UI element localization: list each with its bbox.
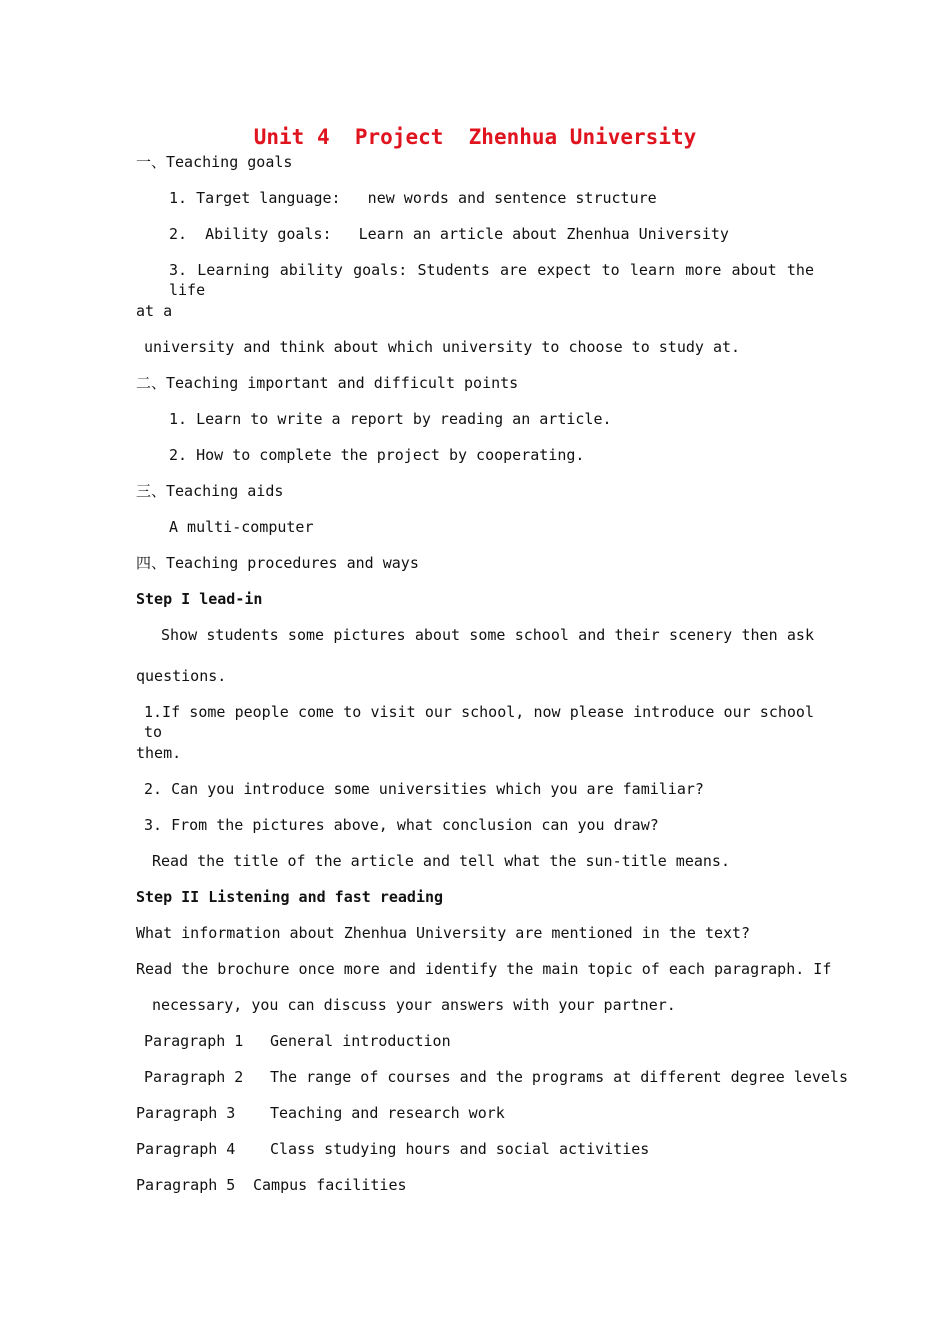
list-item: 1. Target language: new words and sentence structure xyxy=(169,189,657,207)
document-title: Unit 4 Project Zhenhua University xyxy=(253,125,697,149)
paragraph-text: necessary, you can discuss your answers with your partner. xyxy=(152,996,676,1014)
paragraph-topic: Class studying hours and social activities xyxy=(270,1140,650,1158)
paragraph-text: What information about Zhenhua University are mentioned in the text? xyxy=(136,924,751,942)
paragraph-label: Paragraph 1 xyxy=(144,1032,244,1050)
list-item-continuation: university and think about which university to choose to study at. xyxy=(144,338,741,356)
section-heading-teaching-aids: 三、Teaching aids xyxy=(136,482,284,500)
paragraph-label: Paragraph 4 xyxy=(136,1140,236,1158)
question-item: 1.If some people come to visit our school, now please introduce our school to xyxy=(144,703,814,741)
paragraph-text: Read the title of the article and tell what the sun-title means. xyxy=(152,852,730,870)
paragraph-label: Paragraph 3 xyxy=(136,1104,236,1122)
section-heading-procedures: 四、Teaching procedures and ways xyxy=(136,554,419,572)
section-heading-difficult-points: 二、Teaching important and difficult points xyxy=(136,374,519,392)
paragraph-topic: General introduction xyxy=(270,1032,451,1050)
paragraph-text: questions. xyxy=(136,667,227,685)
paragraph-topic: Campus facilities xyxy=(253,1176,407,1194)
step-heading-lead-in: Step I lead-in xyxy=(136,590,263,608)
list-item: 2. How to complete the project by cooperating. xyxy=(169,446,585,464)
paragraph-topic: The range of courses and the programs at different degree levels xyxy=(270,1068,848,1086)
question-item: them. xyxy=(136,744,182,762)
step-heading-listening: Step II Listening and fast reading xyxy=(136,888,444,906)
list-item-continuation: at a xyxy=(136,302,173,320)
paragraph-text: Show students some pictures about some school and their scenery then ask xyxy=(161,626,814,644)
paragraph-text: Read the brochure once more and identify the main topic of each paragraph. If xyxy=(136,960,832,978)
section-heading-teaching-goals: 一、Teaching goals xyxy=(136,153,293,171)
paragraph-label: Paragraph 2 xyxy=(144,1068,244,1086)
paragraph-label: Paragraph 5 xyxy=(136,1176,236,1194)
list-item: 3. Learning ability goals: Students are expect to learn more about the life xyxy=(169,261,814,299)
paragraph-topic: Teaching and research work xyxy=(270,1104,505,1122)
list-item: A multi-computer xyxy=(169,518,314,536)
list-item: 1. Learn to write a report by reading an article. xyxy=(169,410,612,428)
list-item: 2. Ability goals: Learn an article about Zhenhua University xyxy=(169,225,729,243)
question-item: 2. Can you introduce some universities which you are familiar? xyxy=(144,780,704,798)
question-item: 3. From the pictures above, what conclusion can you draw? xyxy=(144,816,659,834)
